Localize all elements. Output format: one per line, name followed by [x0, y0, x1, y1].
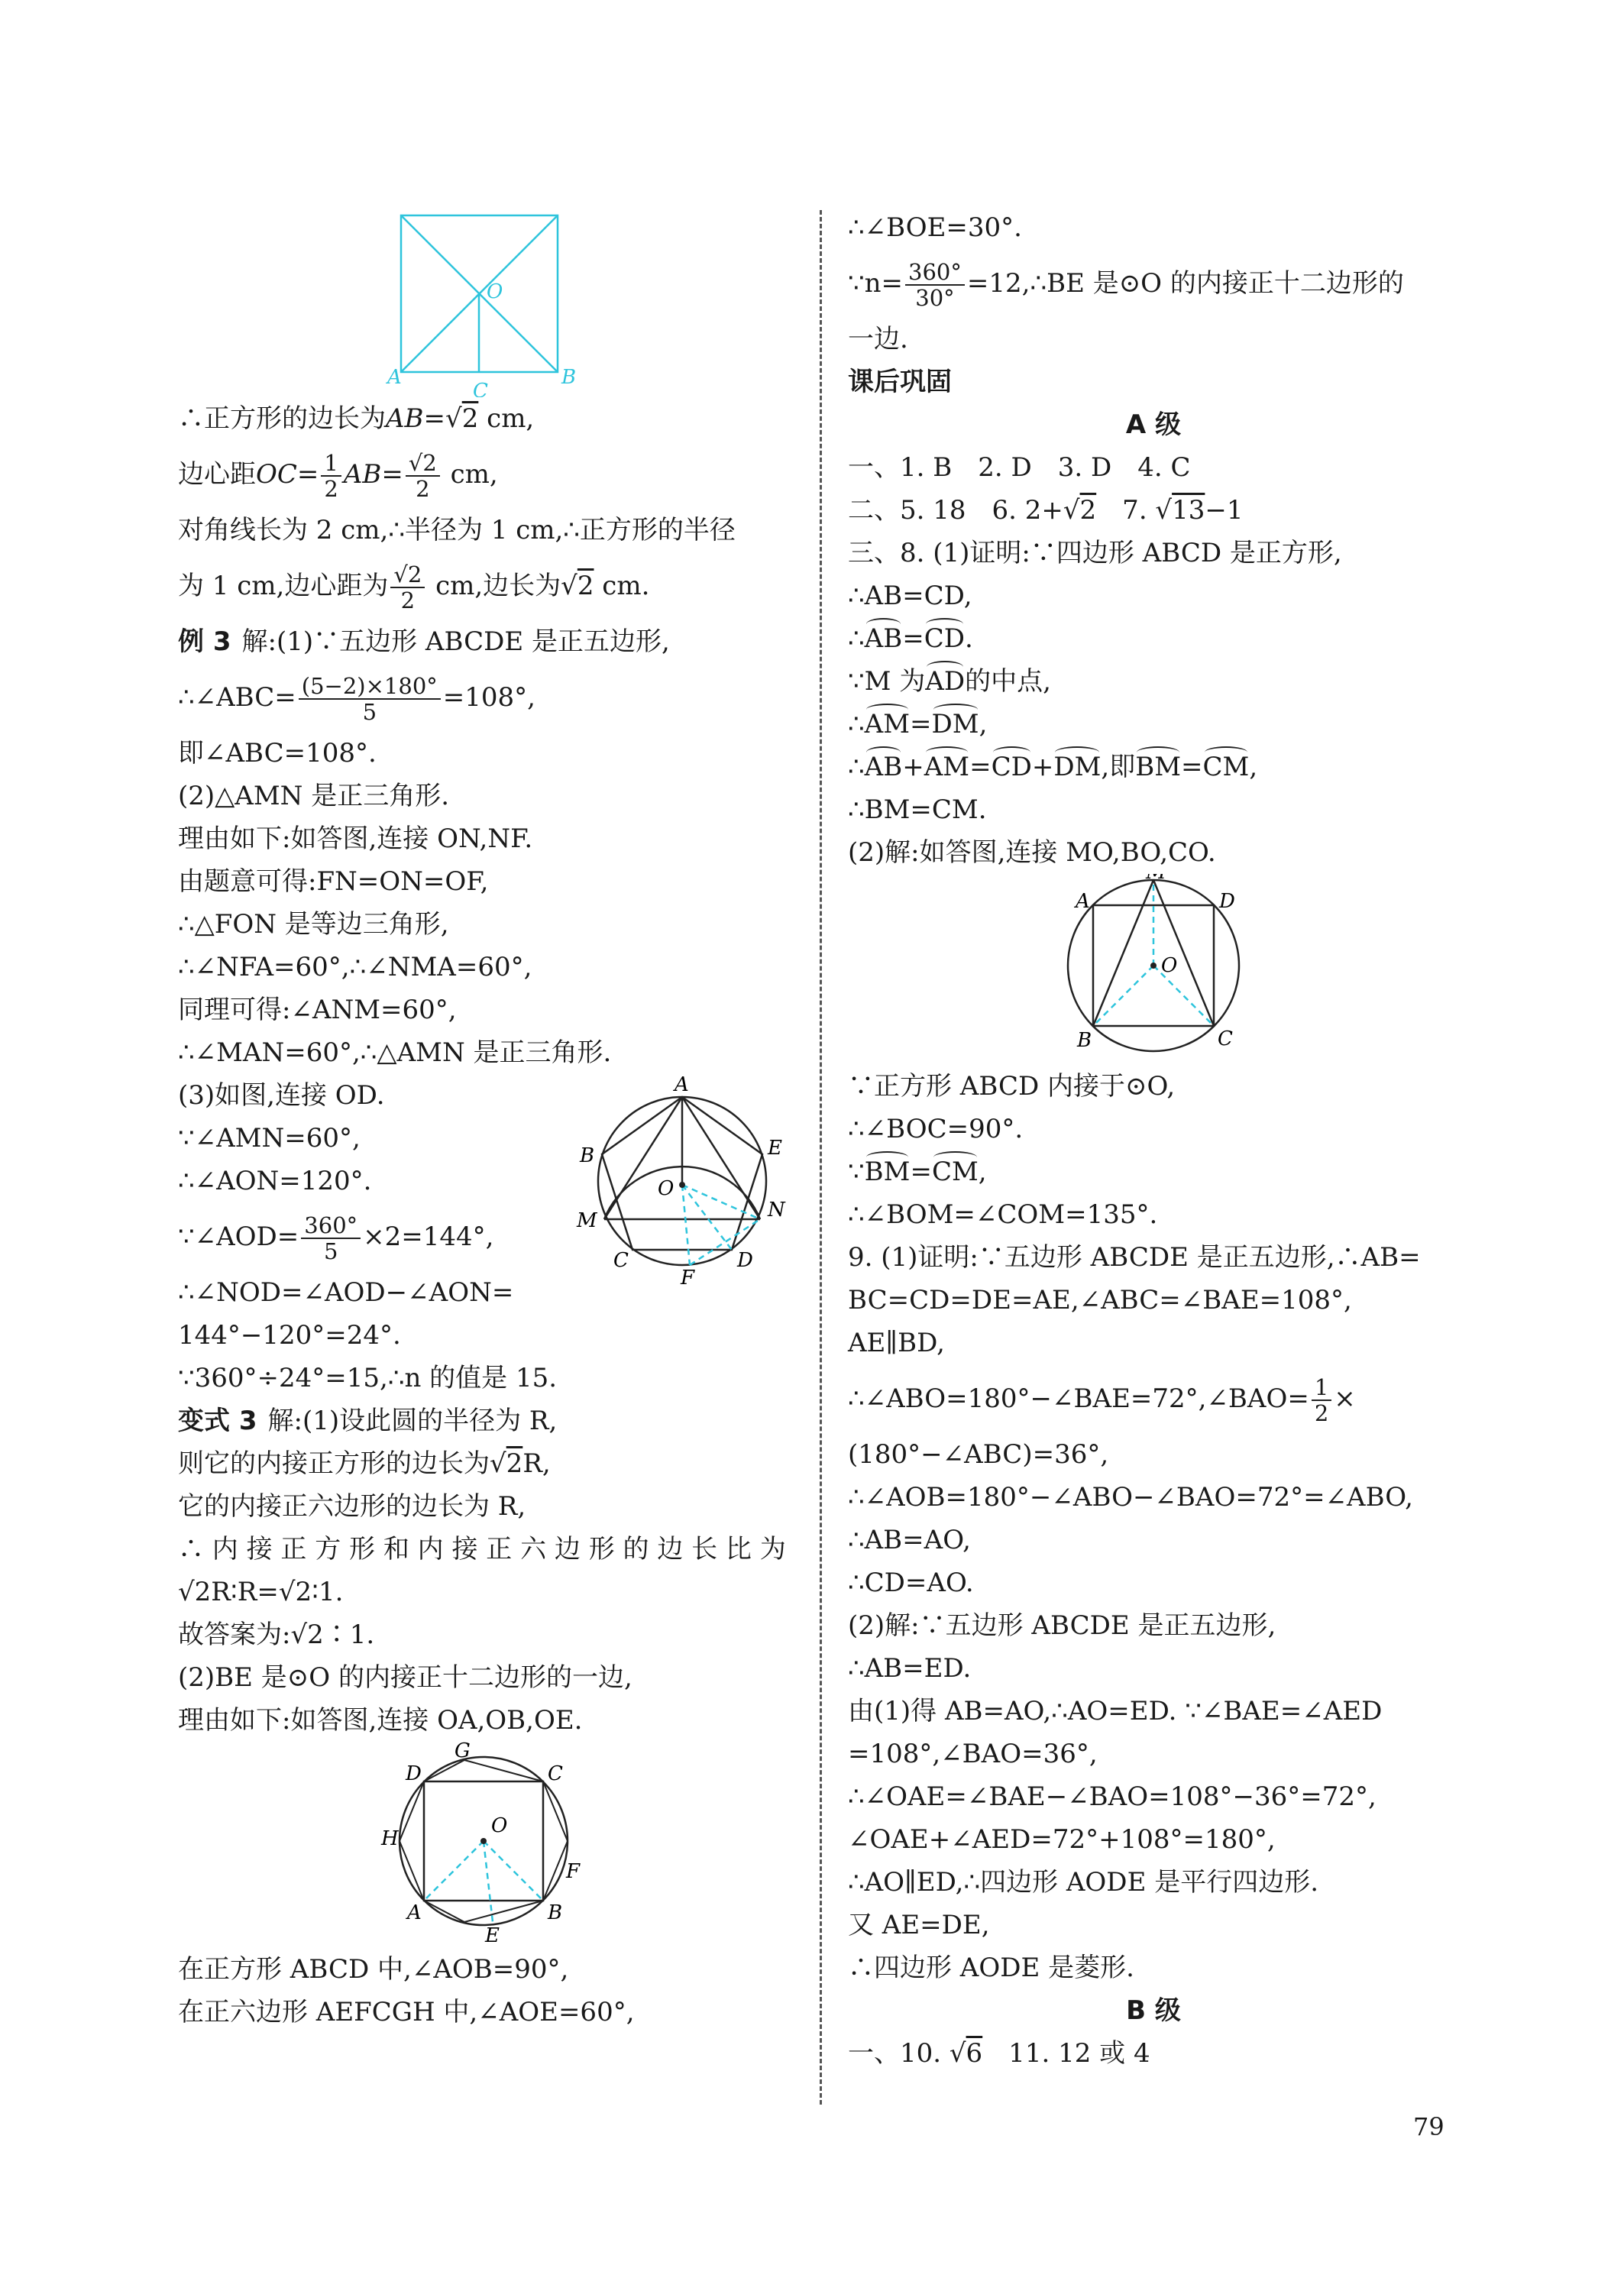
- text-line: [848, 1236, 1459, 1279]
- text-line: [178, 1571, 789, 1613]
- right-column: [848, 206, 1459, 2075]
- text: =12,∴BE 是⊙O 的内接正十二边形的: [966, 268, 1404, 299]
- arc: AB: [865, 749, 903, 780]
- text: 则它的内接正方形的边长为√: [178, 1448, 506, 1479]
- arc: CD: [992, 749, 1032, 780]
- fraction: [299, 672, 441, 725]
- sq-label-d: D: [1219, 890, 1235, 913]
- text: ∴AO∥ED,∴四边形 AODE 是平行四边形.: [848, 1867, 1319, 1898]
- text: OC: [256, 459, 297, 490]
- text: 在正方形 ABCD 中,∠AOB=90°,: [178, 1954, 569, 1985]
- text: AB: [386, 403, 424, 434]
- text-line: [178, 732, 789, 775]
- denominator: 2: [1314, 1400, 1329, 1426]
- arc: AB: [865, 621, 903, 652]
- text-line: [848, 206, 1459, 249]
- arc: CD: [924, 621, 965, 652]
- text: 故答案为:√2∶1.: [178, 1620, 375, 1650]
- text: +: [902, 752, 924, 782]
- fraction: [406, 451, 440, 501]
- left-column: [178, 206, 789, 2034]
- text: =: [910, 1157, 932, 1187]
- dodecagon-diagram: [178, 1742, 789, 1948]
- text: (2)解:如答图,连接 MO,BO,CO.: [848, 837, 1216, 868]
- square-in-circle-figure: [848, 874, 1459, 1065]
- text: ,即: [1101, 752, 1136, 782]
- text: ∴∠BOC=90°.: [848, 1114, 1024, 1144]
- dod-label-f: F: [566, 1860, 581, 1883]
- square-label-c: C: [473, 380, 488, 397]
- fraction: [301, 1214, 361, 1264]
- dod-label-e: E: [485, 1924, 500, 1947]
- text-line: [178, 1699, 789, 1742]
- square-label-a: A: [387, 366, 402, 389]
- text: ∴: [848, 709, 865, 739]
- variant-label: 变式 3: [178, 1406, 257, 1436]
- example-label: 例 3: [178, 626, 231, 657]
- text: 144°−120°=24°.: [178, 1320, 401, 1351]
- text: ∴∠NFA=60°,∴∠NMA=60°,: [178, 952, 532, 982]
- text-line: [178, 817, 789, 860]
- pent-label-a: A: [675, 1073, 689, 1096]
- text: 边心距: [178, 459, 256, 490]
- text-line: [848, 1647, 1459, 1690]
- text-line: [178, 440, 789, 509]
- text: −1: [1205, 495, 1244, 526]
- text: =: [902, 623, 924, 654]
- text-line: [178, 1202, 789, 1271]
- arc: DM: [1053, 749, 1101, 780]
- text: ∴正方形的边长为: [178, 403, 386, 434]
- text-line: [178, 1074, 789, 1117]
- text: ∵∠AOD=: [178, 1222, 299, 1252]
- text-line: [178, 1656, 789, 1699]
- text-line: [848, 1150, 1459, 1193]
- text: ∴AB=CD,: [848, 581, 972, 611]
- text: ∴∠ABC=: [178, 682, 296, 713]
- text: ∴AB=ED.: [848, 1653, 972, 1684]
- sq-label-c: C: [1218, 1027, 1233, 1050]
- text: 同理可得:∠ANM=60°,: [178, 995, 457, 1025]
- text-line: [178, 775, 789, 817]
- text-line: [178, 1314, 789, 1357]
- radicand: 13: [1172, 495, 1205, 526]
- text: 对角线长为 2 cm,∴半径为 1 cm,∴正方形的半径: [178, 515, 736, 545]
- text: ∴△FON 是等边三角形,: [178, 909, 449, 940]
- dodecagon-figure: [178, 1742, 789, 1948]
- example-3-heading: [178, 620, 789, 663]
- fraction: [1312, 1376, 1331, 1425]
- text-line: [848, 1733, 1459, 1775]
- text: cm.: [594, 571, 650, 601]
- text: 由(1)得 AB=AO,∴AO=ED. ∵∠BAE=∠AED: [848, 1696, 1383, 1726]
- arc: BM: [865, 1154, 911, 1185]
- square-figure: [178, 206, 789, 397]
- text: BC=CD=DE=AE,∠ABC=∠BAE=108°,: [848, 1285, 1352, 1315]
- text-line: [848, 1108, 1459, 1150]
- dod-label-b: B: [548, 1901, 563, 1924]
- denominator: 30°: [915, 285, 955, 311]
- text-line: [848, 617, 1459, 660]
- text: =: [910, 709, 932, 739]
- fraction: [390, 563, 425, 613]
- sq-label-o: O: [1161, 954, 1178, 977]
- numerator: 1: [1312, 1376, 1331, 1401]
- radicand: 2: [1079, 495, 1097, 526]
- dod-label-g: G: [455, 1742, 471, 1762]
- text-line: [848, 1433, 1459, 1476]
- text-line: [178, 663, 789, 732]
- denominator: 2: [400, 587, 416, 613]
- numerator: 1: [321, 451, 341, 477]
- text: 又 AE=DE,: [848, 1910, 990, 1940]
- arc: CM: [932, 1154, 979, 1185]
- radicand: 2: [461, 403, 479, 434]
- text: 理由如下:如答图,连接 OA,OB,OE.: [178, 1705, 583, 1736]
- text: ∵360°÷24°=15,∴n 的值是 15.: [178, 1363, 558, 1393]
- text-line: [848, 1904, 1459, 1946]
- level-a-heading: A 级: [1125, 409, 1182, 440]
- text: ,: [979, 709, 988, 739]
- text: ∴∠AON=120°.: [178, 1166, 372, 1196]
- text: ∴∠OAE=∠BAE−∠BAO=108°−36°=72°,: [848, 1781, 1377, 1812]
- radicand: 2: [506, 1448, 523, 1479]
- text: ∴∠NOD=∠AOD−∠AON=: [178, 1277, 514, 1308]
- text-line: [848, 574, 1459, 617]
- fraction: [321, 451, 341, 501]
- numerator: 360°: [301, 1214, 361, 1239]
- text-line: [178, 1991, 789, 2034]
- text-line: [178, 903, 789, 946]
- pent-label-m: M: [577, 1209, 597, 1232]
- text: ∴BM=CM.: [848, 794, 987, 825]
- text: .: [964, 623, 973, 654]
- text-line: [848, 532, 1459, 574]
- text-line: [848, 1322, 1459, 1364]
- denominator: 5: [324, 1238, 338, 1264]
- text-line: [848, 318, 1459, 361]
- text: ∴四边形 AODE 是菱形.: [848, 1953, 1134, 1983]
- text: 即∠ABC=108°.: [178, 738, 377, 769]
- text-line: [178, 509, 789, 552]
- text-line: [848, 1065, 1459, 1108]
- text: 11. 12 或 4: [982, 2038, 1150, 2069]
- text-line: [178, 397, 789, 440]
- text-line: [848, 1279, 1459, 1322]
- text: ∴AB=AO,: [848, 1525, 971, 1555]
- pent-label-b: B: [580, 1144, 595, 1167]
- text: =: [969, 752, 992, 782]
- text: AE∥BD,: [848, 1328, 945, 1358]
- text: 一、1. B 2. D 3. D 4. C: [848, 452, 1191, 483]
- text: 理由如下:如答图,连接 ON,NF.: [178, 824, 533, 854]
- text-line: [848, 1364, 1459, 1433]
- text: ∴∠MAN=60°,∴△AMN 是正三角形.: [178, 1037, 612, 1068]
- text-line: [178, 1528, 789, 1571]
- text-line: [848, 1561, 1459, 1604]
- sq-label-m: [1145, 874, 1167, 884]
- text-line: [178, 1271, 789, 1314]
- text-line: [178, 1613, 789, 1656]
- radicand: 2: [577, 571, 594, 601]
- pent-label-n: N: [768, 1199, 785, 1222]
- text: ×2=144°,: [363, 1222, 494, 1252]
- text-line: [848, 660, 1459, 703]
- section-heading: 课后巩固: [848, 367, 952, 397]
- text: 一边.: [848, 324, 908, 354]
- answers-line: [848, 2032, 1459, 2075]
- arc: DM: [932, 707, 979, 737]
- numerator: √2: [390, 563, 425, 588]
- text: ,: [978, 1157, 987, 1187]
- text-line: [848, 1604, 1459, 1647]
- text: ∴ 内 接 正 方 形 和 内 接 正 六 边 形 的 边 长 比 为: [178, 1534, 786, 1565]
- text-line: [848, 703, 1459, 746]
- text-line: [848, 1476, 1459, 1519]
- text-line: [848, 1818, 1459, 1861]
- text: ∵n=: [848, 268, 904, 299]
- text-line: [848, 831, 1459, 874]
- text: (3)如图,连接 OD.: [178, 1080, 385, 1111]
- level-b-heading: B 级: [1126, 1995, 1181, 2026]
- text-line: [178, 1948, 789, 1991]
- text-line: [178, 1117, 789, 1160]
- pent-label-c: C: [613, 1249, 629, 1272]
- text: ∴∠BOM=∠COM=135°.: [848, 1199, 1158, 1230]
- text: ∴∠ABO=180°−∠BAE=72°,∠BAO=: [848, 1383, 1309, 1414]
- text: AB: [343, 459, 382, 490]
- text: 由题意可得:FN=ON=OF,: [178, 866, 489, 897]
- text: √2R∶R=√2∶1.: [178, 1577, 344, 1607]
- text: 在正六边形 AEFCGH 中,∠AOE=60°,: [178, 1997, 635, 2027]
- text-line: [848, 249, 1459, 318]
- arc: AM: [865, 707, 910, 737]
- text: 7. √: [1096, 495, 1173, 526]
- text: 它的内接正六边形的边长为 R,: [178, 1491, 526, 1522]
- text: R,: [522, 1448, 551, 1479]
- square-diagram: [178, 206, 789, 397]
- answers-line: [848, 446, 1459, 489]
- page-number: 79: [1413, 2112, 1444, 2141]
- text: +: [1031, 752, 1054, 782]
- text-line: [178, 1160, 789, 1202]
- fraction: [905, 260, 965, 310]
- pent-label-e: E: [768, 1137, 782, 1160]
- text-line: [848, 1193, 1459, 1236]
- arc: CM: [1203, 749, 1250, 780]
- sq-label-a: A: [1076, 890, 1090, 913]
- text-line: [848, 1946, 1459, 1989]
- text: cm,: [478, 403, 535, 434]
- text: 三、8. (1)证明:∵四边形 ABCD 是正方形,: [848, 538, 1342, 568]
- denominator: 2: [324, 476, 338, 502]
- text-line: [848, 1690, 1459, 1733]
- text: ∴∠AOB=180°−∠ABO−∠BAO=72°=∠ABO,: [848, 1482, 1413, 1513]
- denominator: 5: [362, 699, 377, 725]
- text: 为 1 cm,边心距为: [178, 571, 389, 601]
- answers-line: [848, 489, 1459, 532]
- text: =108°,: [442, 682, 535, 713]
- pent-label-d: D: [737, 1249, 753, 1272]
- text: =: [1181, 752, 1203, 782]
- text-line: [178, 860, 789, 903]
- text: =√: [423, 403, 462, 434]
- text: ×: [1334, 1383, 1356, 1414]
- dod-label-o: O: [491, 1814, 508, 1837]
- text: ∵: [848, 1157, 865, 1187]
- text: ∴CD=AO.: [848, 1568, 974, 1598]
- pent-label-o: O: [658, 1177, 675, 1200]
- column-divider: [820, 210, 822, 2105]
- text: (180°−∠ABC)=36°,: [848, 1439, 1109, 1470]
- pent-label-f: F: [681, 1267, 695, 1288]
- text: (2)△AMN 是正三角形.: [178, 781, 450, 811]
- text: ∴: [848, 752, 865, 782]
- numerator: 360°: [905, 260, 965, 286]
- text: 解:(1)∵五边形 ABCDE 是正五边形,: [241, 626, 670, 657]
- text: ,: [1249, 752, 1258, 782]
- text: ∵正方形 ABCD 内接于⊙O,: [848, 1071, 1176, 1102]
- numerator: √2: [406, 451, 440, 477]
- text-line: [178, 1442, 789, 1485]
- text-line: [178, 989, 789, 1031]
- square-in-circle-diagram: [848, 874, 1459, 1065]
- text-line: [178, 1357, 789, 1399]
- text: ∴∠BOE=30°.: [848, 212, 1022, 243]
- text: (2)BE 是⊙O 的内接正十二边形的一边,: [178, 1662, 632, 1693]
- arc: AM: [924, 749, 969, 780]
- dod-label-h: H: [381, 1827, 399, 1850]
- radicand: 6: [966, 2038, 983, 2069]
- text-line: [848, 1519, 1459, 1561]
- text: 二、5. 18 6. 2+√: [848, 495, 1080, 526]
- denominator: 2: [416, 476, 430, 502]
- text: =108°,∠BAO=36°,: [848, 1739, 1098, 1769]
- square-label-o: O: [487, 280, 503, 303]
- example-3-part-3: [178, 1074, 789, 1357]
- text-line: [178, 946, 789, 989]
- text: =: [296, 459, 319, 490]
- text: =: [381, 459, 403, 490]
- text-line: [848, 1861, 1459, 1904]
- text: cm,: [442, 459, 498, 490]
- text-line: [178, 552, 789, 620]
- text-line: [848, 746, 1459, 788]
- text: 的中点,: [965, 666, 1051, 697]
- text: 9. (1)证明:∵五边形 ABCDE 是正五边形,∴AB=: [848, 1242, 1421, 1273]
- arc: AD: [925, 664, 965, 694]
- text: ∵M 为: [848, 666, 926, 697]
- text: 解:(1)设此圆的半径为 R,: [267, 1406, 558, 1436]
- dod-label-a: A: [407, 1901, 422, 1924]
- text: ∴: [848, 623, 865, 654]
- variant-3-heading: [178, 1399, 789, 1442]
- dod-label-c: C: [548, 1762, 563, 1785]
- arc: BM: [1135, 749, 1181, 780]
- text-line: [848, 788, 1459, 831]
- dod-label-d: D: [406, 1762, 422, 1785]
- text: (2)解:∵五边形 ABCDE 是正五边形,: [848, 1610, 1276, 1641]
- text: 一、10. √: [848, 2038, 966, 2069]
- text: cm,边长为√: [427, 571, 577, 601]
- numerator: (5−2)×180°: [299, 675, 441, 700]
- text-line: [848, 1775, 1459, 1818]
- text: ∠OAE+∠AED=72°+108°=180°,: [848, 1824, 1276, 1855]
- text: ∵∠AMN=60°,: [178, 1123, 361, 1154]
- square-label-b: B: [561, 366, 577, 389]
- text-line: [178, 1485, 789, 1528]
- sq-label-b: B: [1077, 1029, 1092, 1052]
